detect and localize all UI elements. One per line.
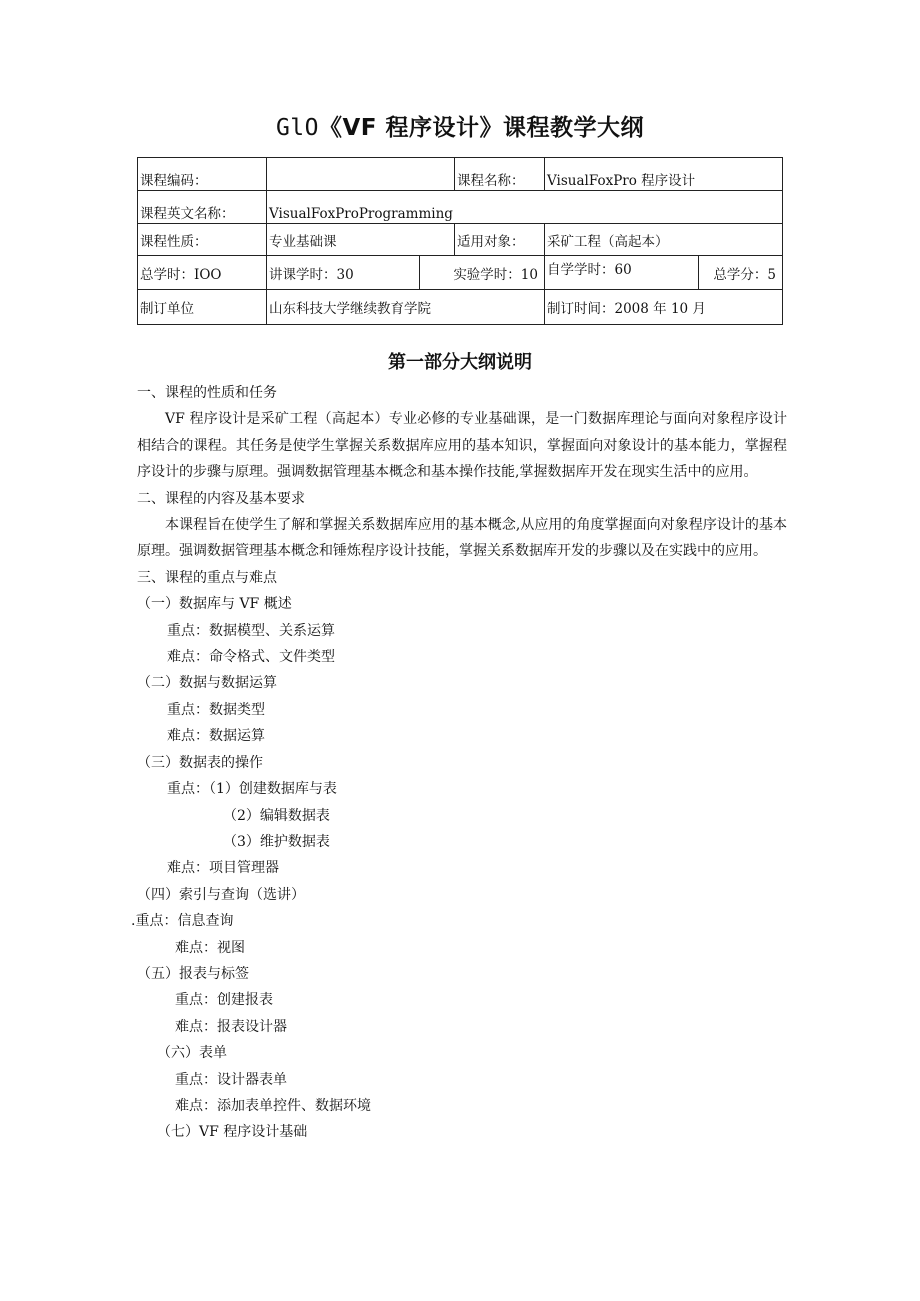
heading-key-points: 三、课程的重点与难点 xyxy=(137,569,277,586)
course-info-table xyxy=(137,157,783,325)
heading-content-requirements: 二、课程的内容及基本要求 xyxy=(137,490,305,507)
unit-3-title: （三）数据表的操作 xyxy=(137,754,263,771)
unit-5-difficulty: 难点：报表设计器 xyxy=(175,1018,287,1035)
unit-label: 制订单位 xyxy=(138,290,267,325)
unit-1-title: （一）数据库与 VF 概述 xyxy=(137,596,292,613)
nature-label: 课程性质： xyxy=(138,224,267,256)
table-row xyxy=(138,158,783,191)
unit-3-key-2: （2）编辑数据表 xyxy=(223,807,330,824)
table-row xyxy=(138,224,783,256)
course-name-label: 课程名称： xyxy=(455,158,545,191)
course-name-value: VisualFoxPro 程序设计 xyxy=(545,158,783,191)
unit-6-title: （六）表单 xyxy=(157,1045,227,1062)
self-study-hours: 自学学时：60 xyxy=(545,256,699,290)
course-code-prefix: GlO xyxy=(275,115,319,141)
english-name-label: 课程英文名称： xyxy=(138,191,267,224)
unit-6-key: 重点：设计器表单 xyxy=(175,1071,287,1088)
unit-6-difficulty: 难点：添加表单控件、数据环境 xyxy=(175,1097,371,1114)
total-hours: 总学时：IOO xyxy=(138,256,267,290)
unit-2-difficulty: 难点：数据运算 xyxy=(167,728,265,745)
revision-date: 制订时间：2008 年 10 月 xyxy=(545,290,783,325)
unit-3-key-3: （3）维护数据表 xyxy=(223,833,330,850)
unit-3-key-1: 重点：（1）创建数据库与表 xyxy=(167,781,337,798)
lab-hours: 实验学时：10 xyxy=(420,256,545,290)
unit-2-title: （二）数据与数据运算 xyxy=(137,675,277,692)
paragraph-content-requirements: 本课程旨在使学生了解和掌握关系数据库应用的基本概念,从应用的角度掌握面向对象程序设计的基本原理。强调数据管理基本概念和锤炼程序设计技能，掌握关系数据库开发的步骤以及在实践中的应用。 xyxy=(137,517,787,560)
unit-1-key: 重点：数据模型、关系运算 xyxy=(167,622,335,639)
course-code-value xyxy=(267,158,455,191)
unit-5-title: （五）报表与标签 xyxy=(137,965,249,982)
table-row xyxy=(138,191,783,224)
lecture-hours: 讲课学时：30 xyxy=(267,256,420,290)
table-row xyxy=(138,256,783,290)
unit-5-key: 重点：创建报表 xyxy=(175,992,273,1009)
section-title: 第一部分大纲说明 xyxy=(388,352,532,373)
document-title xyxy=(0,112,920,144)
course-title-text: 《VF 程序设计》课程教学大纲 xyxy=(319,115,645,141)
unit-value: 山东科技大学继续教育学院 xyxy=(267,290,545,325)
paragraph-nature-task: VF 程序设计是采矿工程（高起本）专业必修的专业基础课，是一门数据库理论与面向对象程序设计相结合的课程。其任务是使学生掌握关系数据库应用的基本知识，掌握面向对象设计的基本能力，掌握程序设计的步骤与原理。强调数据管理基本概念和基本操作技能,掌握数据库开发在现实生活中的应用。 xyxy=(137,411,787,481)
audience-label: 适用对象： xyxy=(455,224,545,256)
english-name-value: VisualFoxProProgramming xyxy=(267,191,783,224)
unit-4-title: （四）索引与查询（选讲） xyxy=(137,886,305,903)
total-credits: 总学分：5 xyxy=(699,256,783,290)
unit-7-title: （七）VF 程序设计基础 xyxy=(157,1124,308,1141)
nature-value: 专业基础课 xyxy=(267,224,455,256)
unit-2-key: 重点：数据类型 xyxy=(167,701,265,718)
unit-4-key: .重点：信息查询 xyxy=(131,913,234,930)
audience-value: 采矿工程（高起本） xyxy=(545,224,783,256)
outline-body xyxy=(131,380,787,1146)
course-code-label: 课程编码： xyxy=(138,158,267,191)
unit-1-difficulty: 难点：命令格式、文件类型 xyxy=(167,649,335,666)
unit-3-difficulty: 难点：项目管理器 xyxy=(167,860,279,877)
unit-4-difficulty: 难点：视图 xyxy=(175,939,245,956)
heading-nature-task: 一、课程的性质和任务 xyxy=(137,385,277,401)
table-row xyxy=(138,290,783,325)
